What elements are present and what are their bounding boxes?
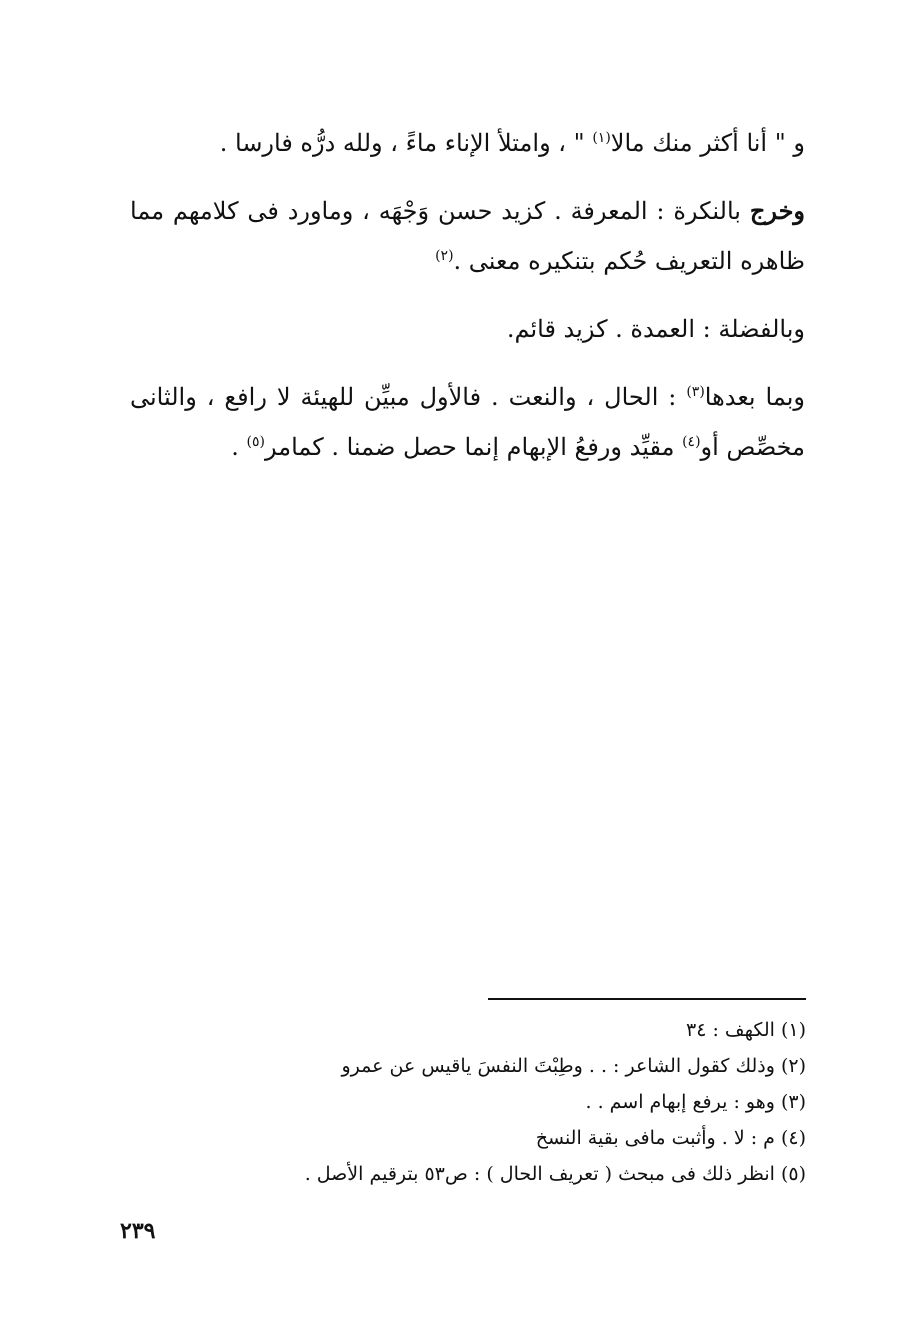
footnote-5: (٥) انظر ذلك فى مبحث ( تعريف الحال ) : ص٥٣ بترقيم الأصل . [304,1163,806,1185]
paragraph-1-text-after: " ، وامتلأ الإناء ماءً ، ولله درُّه فارسا . [219,129,593,157]
footnote-ref-3: (٣) [686,384,705,400]
paragraph-3 [130,304,805,354]
footnote-ref-5: (٥) [246,434,265,450]
footnote-ref-4: (٤) [682,434,701,450]
paragraph-2 [130,186,805,286]
footnote-divider [488,998,806,1000]
footnote-4: (٤) م : لا . وأثبت مافى بقية النسخ [535,1127,806,1149]
paragraph-3-text: وبالفضلة : العمدة . كزيد قائم. [506,315,805,343]
footnote-ref-1: (١) [592,130,611,146]
paragraph-4-text-1: وبما بعدها [704,383,805,411]
paragraph-2-lead: وخرج [749,196,805,225]
paragraph-4 [130,372,805,472]
footnote-2: (٢) وذلك كقول الشاعر : . . وطِبْتَ النفسَ ياقيس عن عمرو [341,1055,806,1077]
paragraph-4-text-4: . [231,433,247,461]
paragraph-1 [130,118,805,168]
footnotes [180,1012,806,1192]
footnote-1: (١) الكهف : ٣٤ [686,1019,806,1041]
paragraph-4-text-2: : الحال ، والنعت . فالأول مبيِّن للهيئة لا رافع ، والثانى مخصِّص أو [130,383,805,461]
main-text [130,118,805,490]
footnote-3: (٣) وهو : يرفع إبهام اسم . . [585,1091,806,1113]
paragraph-4-text-3: مقيِّد ورفعُ الإبهام إنما حصل ضمنا . كمامر [265,433,683,461]
paragraph-1-text: و " أنا أكثر منك مالا [610,129,805,157]
footnote-ref-2: (٢) [435,248,454,264]
page-number: ٢٣٩ [120,1218,156,1244]
paragraph-2-text: بالنكرة : المعرفة . كزيد حسن وَجْهَه ، وماورد فى كلامهم مما ظاهره التعريف حُكم بتنكيره معنى . [130,197,805,275]
